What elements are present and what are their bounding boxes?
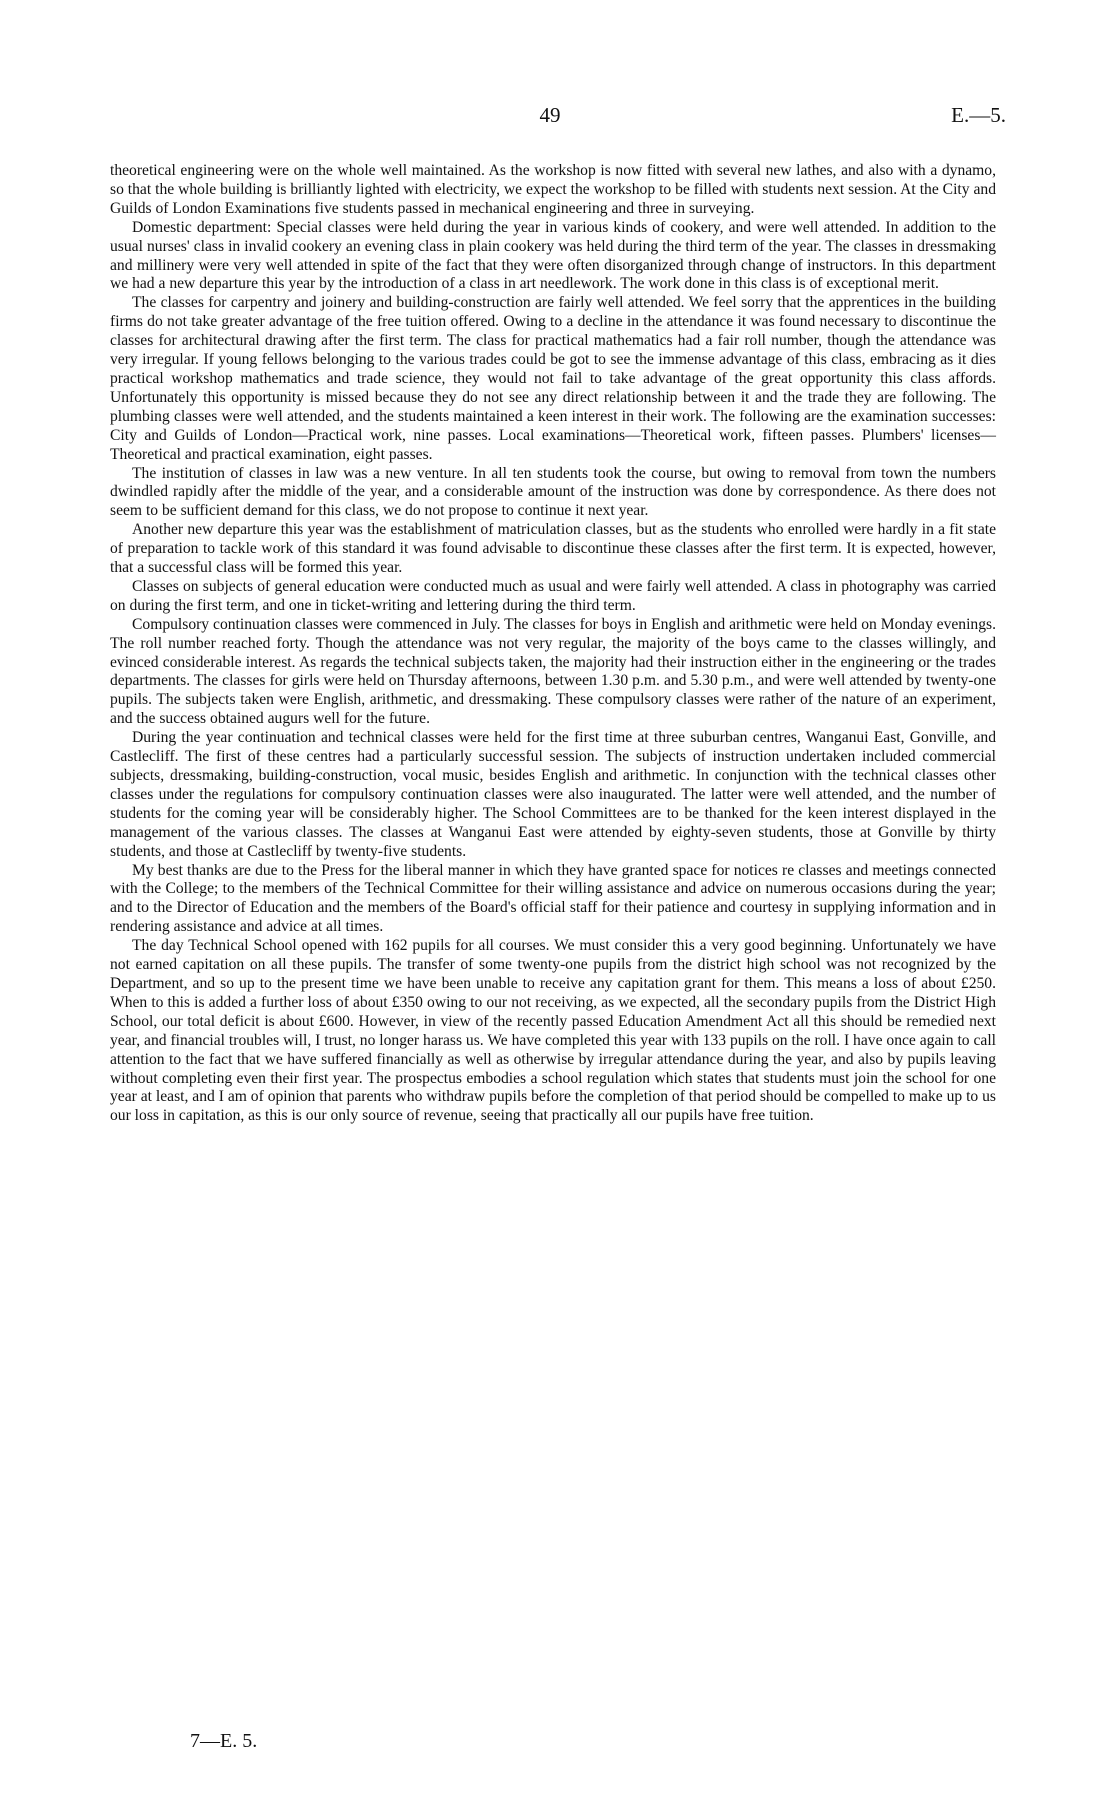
sheet-reference: 7—E. 5. [190, 1730, 258, 1752]
paragraph-acknowledgements: My best thanks are due to the Press for the liberal manner in which they have granted space for notices re classes and meetings connected with the College; to the members of the Technical Committee for their willing assistance and advice on numerous occasions during the year; and to the Director of Education and the members of the Board's official staff for their patience and courtesy in supplying information and in rendering assistance and advice at all times. [110, 861, 996, 936]
paragraph-matriculation-classes: Another new departure this year was the establishment of matriculation classes, but as the students who enrolled were hardly in a fit state of preparation to tackle work of this standard it was found advisable to discontinue these classes after the first term. It is expected, however, that a successful class will be formed this year. [110, 521, 996, 577]
paragraph-engineering: theoretical engineering were on the whole well maintained. As the workshop is now fitted with several new lathes, and also with a dynamo, so that the whole building is brilliantly lighted with electricity, we expect the workshop to be filled with students next session. At the City and Guilds of London Examinations five students passed in mechanical engineering and three in surveying. [110, 162, 996, 217]
document-reference: E.—5. [951, 103, 1006, 127]
paragraph-compulsory-continuation: Compulsory continuation classes were commenced in July. The classes for boys in English and arithmetic were held on Monday evenings. The roll number reached forty. Though the attendance was not very regular, the majority of the boys came to the classes willingly, and evinced considerable interest. As regards the technical subjects taken, the majority had their instruction either in the engineering or the trades departments. The classes for girls were held on Thursday afternoons, between 1.30 p.m. and 5.30 p.m., and were well attended by twenty-one pupils. The subjects taken were English, arithmetic, and dressmaking. These compulsory classes were rather of the nature of an experiment, and the success obtained augurs well for the future. [110, 615, 996, 728]
paragraph-carpentry-and-plumbing: The classes for carpentry and joinery and building-construction are fairly well attended. We feel sorry that the apprentices in the building firms do not take greater advantage of the free tuition offered. Owing to a decline in the attendance it was found necessary to discontinue the classes for architectural drawing after the first term. The class for practical mathematics had a fair roll number, though the attendance was very irregular. If young fellows belonging to the various trades could be got to see the immense advantage of this class, embracing as it dies practical workshop mathematics and trade science, they would not fail to take advantage of the great opportunity this class affords. Unfortunately this opportunity is missed because they do not see any direct relationship between it and the trade they are following. The plumbing classes were well attended, and the students maintained a keen interest in their work. The following are the examination successes: City and Guilds of London—Practical work, nine passes. Local examinations—Theoretical work, fifteen passes. Plumbers' licenses—Theoretical and practical examination, eight passes. [110, 294, 996, 463]
paragraph-suburban-centres: During the year continuation and technical classes were held for the first time at three suburban centres, Wanganui East, Gonville, and Castlecliff. The first of these centres had a particularly successful session. The subjects of instruction undertaken included commercial subjects, dressmaking, building-construction, vocal music, besides English and arithmetic. In conjunction with the technical classes other classes under the regulations for compulsory continuation classes were also inaugurated. The latter were well attended, and the number of students for the coming year will be considerably higher. The School Committees are to be thanked for the keen interest displayed in the management of the various classes. The classes at Wanganui East were attended by eighty-seven students, those at Gonville by thirty students, and those at Castlecliff by twenty-five students. [110, 729, 996, 860]
page-number: 49 [539, 103, 561, 127]
paragraph-domestic-department: Domestic department: Special classes were held during the year in various kinds of cookery, and were well attended. In addition to the usual nurses' class in invalid cookery an evening class in plain cookery was held during the third term of the year. The classes in dressmaking and millinery were very well attended in spite of the fact that they were often disorganized through change of instructors. In this department we had a new departure this year by the introduction of a class in art needlework. The work done in this class is of exceptional merit. [110, 218, 996, 293]
body-text [110, 162, 996, 1126]
paragraph-law-classes: The institution of classes in law was a new venture. In all ten students took the course, but owing to removal from town the numbers dwindled rapidly after the middle of the year, and a considerable amount of the instruction was done by correspondence. As there does not seem to be sufficient demand for this class, we do not propose to continue it next year. [110, 464, 996, 520]
paragraph-general-education: Classes on subjects of general education were conducted much as usual and were fairly well attended. A class in photography was carried on during the first term, and one in ticket-writing and lettering during the third term. [110, 577, 996, 614]
paragraph-day-technical-school: The day Technical School opened with 162 pupils for all courses. We must consider this a very good beginning. Unfortunately we have not earned capitation on all these pupils. The transfer of some twenty-one pupils from the district high school was not recognized by the Department, and so up to the present time we have been unable to receive any capitation grant for them. This means a loss of about £250. When to this is added a further loss of about £350 owing to our not receiving, as we expected, all the secondary pupils from the District High School, our total deficit is about £600. However, in view of the recently passed Education Amendment Act all this should be remedied next year, and financial troubles will, I trust, no longer harass us. We have completed this year with 133 pupils on the roll. I have once again to call attention to the fact that we have suffered financially as well as otherwise by irregular attendance during the year, and also by pupils leaving without completing even their first year. The prospectus embodies a school regulation which states that students must join the school for one year at least, and I am of opinion that parents who withdraw pupils before the completion of that period should be compelled to make up to us our loss in capitation, as this is our only source of revenue, seeing that practically all our pupils have free tuition. [110, 937, 996, 1125]
